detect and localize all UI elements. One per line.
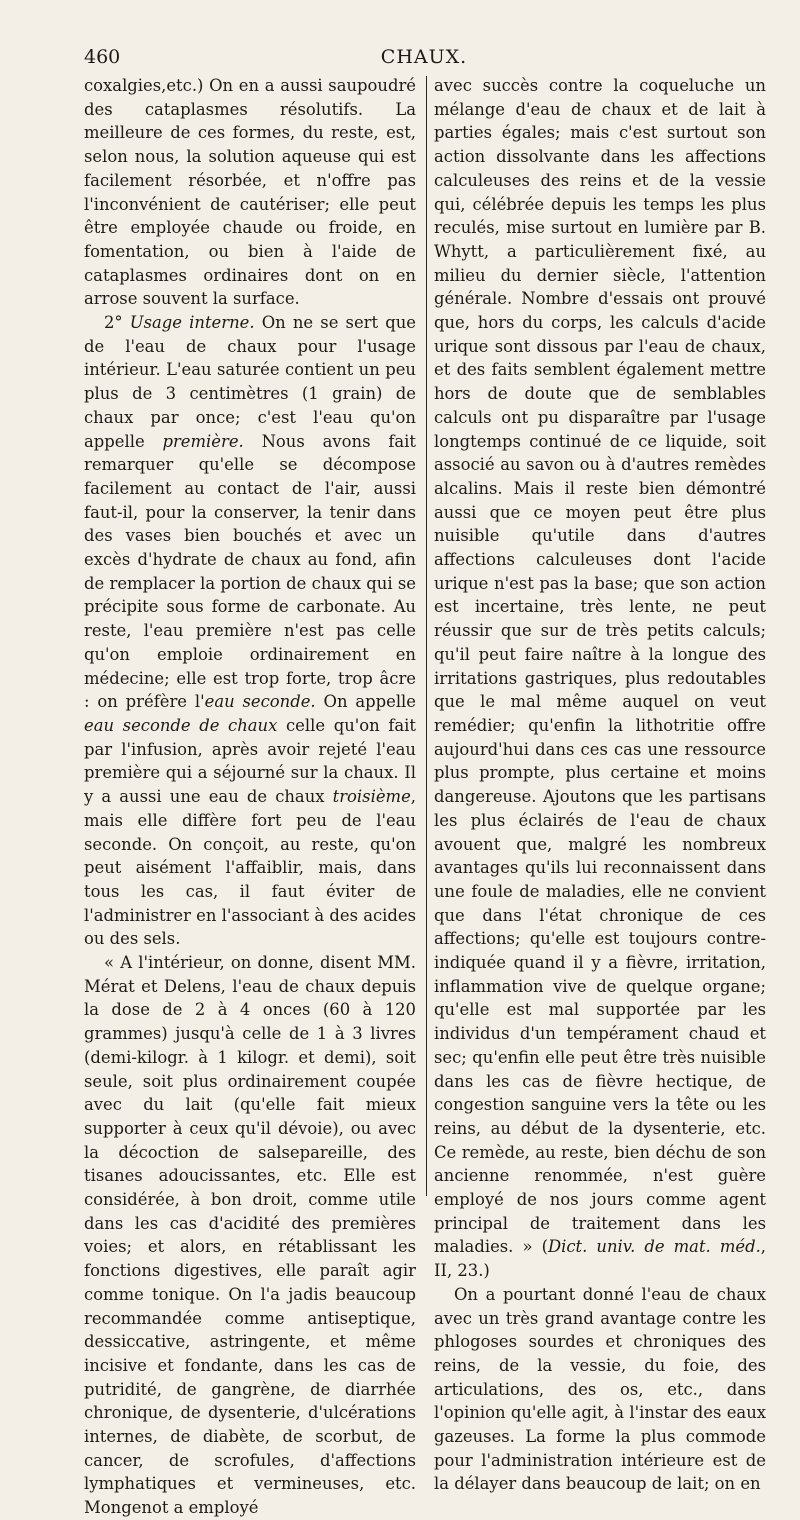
page-header	[84, 46, 764, 74]
paragraph: coxalgies,etc.) On en a aussi saupoudré des cataplasmes résolutifs. La meilleure de ces formes, du reste, est, selon nous, la solution aqueuse qui est facilement résorbée, et n'offre pas l'inconvénient de cautériser; elle peut être employée chaude ou froide, en fomentation, ou bien à l'aide de cataplasmes ordinaires dont on en arrose souvent la surface.	[84, 76, 416, 309]
paragraph: avec succès contre la coqueluche un mélange d'eau de chaux et de lait à parties égales; mais c'est surtout son action dissolvante dans les affections calculeuses des reins et de la vessie qui, célébrée depuis les temps les plus reculés, mise surtout en lumière par B. Whytt, a particulièrement fixé, au milieu du dernier siècle, l'attention générale. Nombre d'essais ont prouvé que, hors du corps, les calculs d'acide urique sont dissous par l'eau de chaux, et des faits semblent également mettre hors de doute que de semblables calculs ont pu disparaître par l'usage longtemps continué de ce liquide, soit associé au savon ou à d'autres remèdes alcalins. Mais il reste bien démontré aussi que ce moyen peut être plus nuisible qu'utile dans d'autres affections calculeuses dont l'acide urique n'est pas la base; que son action est incertaine, très lente, ne peut réussir que sur de très petits calculs; qu'il peut faire naître à la longue des irritations gastriques, plus redoutables que le mal même auquel on veut remédier; qu'enfin la lithotritie offre aujourd'hui dans ces cas une ressource plus prompte, plus certaine et moins dangereuse. Ajoutons que les partisans les plus éclairés de l'eau de chaux avouent que, malgré les nombreux avantages qu'ils lui reconnaissent dans une foule de maladies, elle ne convient que dans l'état chronique de ces affections; qu'elle est toujours contre-indiquée quand il y a fièvre, irritation, inflammation vive de quelque organe; qu'elle est mal supportée par les individus d'un tempérament chaud et sec; qu'enfin elle peut être très nuisible dans les cas de fièvre hectique, de congestion sanguine vers la tête ou les reins, au début de la dysenterie, etc. Ce remède, au reste, bien déchu de son ancienne renommée, n'est guère employé de nos jours comme agent principal de traitement dans les maladies. » (Dict. univ. de mat. méd., II, 23.)	[434, 76, 766, 1281]
running-title: CHAUX.	[380, 46, 468, 68]
right-column	[434, 74, 766, 1496]
page-number: 460	[84, 46, 121, 68]
paragraph: 2° Usage interne. On ne se sert que de l'eau de chaux pour l'usage intérieur. L'eau saturée contient un peu plus de 3 centimètres (1 grain) de chaux par once; c'est l'eau qu'on appelle première. Nous avons fait remarquer qu'elle se décompose facilement au contact de l'air, aussi faut-il, pour la conserver, la tenir dans des vases bien bouchés et avec un excès d'hydrate de chaux au fond, afin de remplacer la portion de chaux qui se précipite sous forme de carbonate. Au reste, l'eau première n'est pas celle qu'on emploie ordinairement en médecine; elle est trop forte, trop âcre : on préfère l'eau seconde. On appelle eau seconde de chaux celle qu'on fait par l'infusion, après avoir rejeté l'eau première qui a séjourné sur la chaux. Il y a aussi une eau de chaux troisième, mais elle diffère fort peu de l'eau seconde. On conçoit, au reste, qu'on peut aisément l'affaiblir, mais, dans tous les cas, il faut éviter de l'administrer en l'associant à des acides ou des sels.	[84, 313, 417, 949]
left-column	[84, 74, 416, 1520]
column-divider	[426, 76, 427, 1196]
paragraph: « A l'intérieur, on donne, disent MM. Mérat et Delens, l'eau de chaux depuis la dose de 2 à 4 onces (60 à 120 grammes) jusqu'à celle de 1 à 3 livres (demi-kilogr. à 1 kilogr. et demi), soit seule, soit plus ordinairement coupée avec du lait (qu'elle fait mieux supporter à ceux qu'il dévoie), ou avec la décoction de salsepareille, des tisanes adoucissantes, etc. Elle est considérée, à bon droit, comme utile dans les cas d'acidité des premières voies; et alors, en rétablissant les fonctions digestives, elle paraît agir comme tonique. On l'a jadis beaucoup recommandée comme antiseptique, dessiccative, astringente, et même incisive et fondante, dans les cas de putridité, de gangrène, de diarrhée chronique, de dysenterie, d'ulcérations internes, de diabète, de scorbut, de cancer, de scrofules, d'affections lymphatiques et vermineuses, etc. Mongenot a employé	[84, 953, 416, 1518]
paragraph: On a pourtant donné l'eau de chaux avec un très grand avantage contre les phlogoses sourdes et chroniques des reins, de la vessie, du foie, des articulations, des os, etc., dans l'opinion qu'elle agit, à l'instar des eaux gazeuses. La forme la plus commode pour l'administration intérieure est de la délayer dans beaucoup de lait; on en	[434, 1284, 766, 1494]
